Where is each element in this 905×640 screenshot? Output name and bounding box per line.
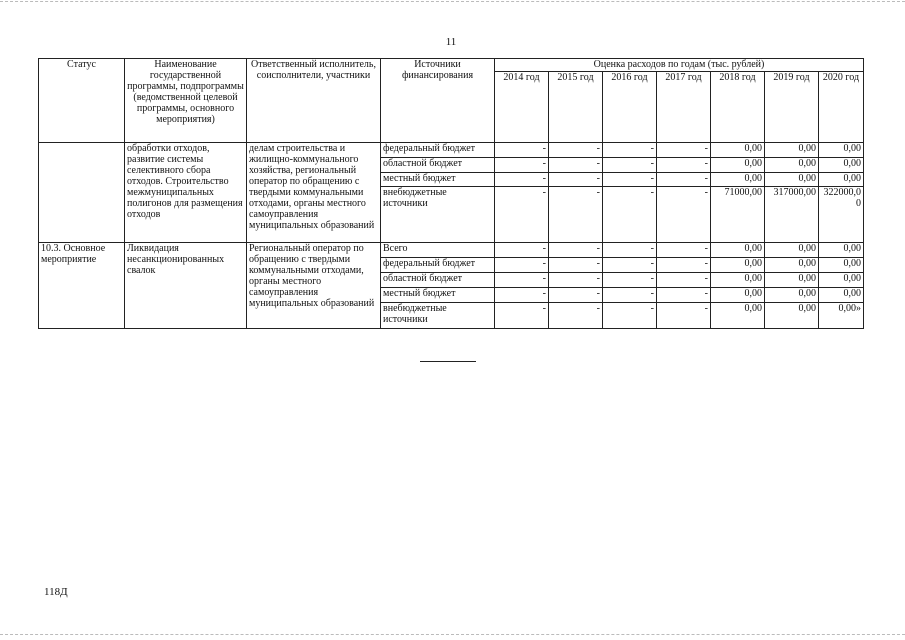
value-cell: - [495, 158, 549, 173]
value-cell: - [657, 288, 711, 303]
value-cell: 0,00 [765, 273, 819, 288]
value-cell: 71000,00 [711, 187, 765, 243]
source-cell: областной бюджет [381, 158, 495, 173]
value-cell: - [603, 187, 657, 243]
header-year: 2020 год [819, 72, 864, 143]
table-row [39, 243, 864, 258]
value-cell: - [603, 258, 657, 273]
value-cell: 0,00 [711, 143, 765, 158]
program-name-cell: Ликвидация несанкционированных свалок [125, 243, 247, 329]
value-cell: 0,00 [711, 288, 765, 303]
value-cell: 0,00 [819, 158, 864, 173]
value-cell: - [495, 187, 549, 243]
value-cell: - [495, 243, 549, 258]
status-cell-empty [39, 143, 125, 243]
value-cell: - [549, 273, 603, 288]
value-cell: 0,00 [819, 288, 864, 303]
value-cell: - [549, 288, 603, 303]
value-cell: - [495, 273, 549, 288]
executor-cell: делам строительства и жилищно-коммунального хозяйства, региональный оператор по обращению с твердыми коммунальными отходами, органы местного самоуправления муниципальных образований [247, 143, 381, 243]
source-cell: Всего [381, 243, 495, 258]
page-number: 11 [445, 36, 457, 48]
value-cell: - [603, 158, 657, 173]
scan-edge-top [0, 1, 905, 2]
source-cell: федеральный бюджет [381, 143, 495, 158]
header-status: Статус [39, 59, 125, 143]
value-cell: 317000,00 [765, 187, 819, 243]
source-cell: местный бюджет [381, 173, 495, 187]
value-cell: 0,00 [711, 258, 765, 273]
value-cell: 0,00 [819, 273, 864, 288]
end-of-table-divider [420, 361, 476, 362]
source-cell: федеральный бюджет [381, 258, 495, 273]
source-cell: областной бюджет [381, 273, 495, 288]
value-cell: - [657, 158, 711, 173]
header-sources: Источники финансирования [381, 59, 495, 143]
value-cell: - [549, 143, 603, 158]
executor-cell: Региональный оператор по обращению с твердыми коммунальными отходами, органы местного самоуправления муниципальных образований [247, 243, 381, 329]
value-cell: - [657, 143, 711, 158]
value-cell: - [549, 243, 603, 258]
source-cell: внебюджетные источники [381, 187, 495, 243]
scan-edge-bottom [0, 634, 905, 635]
program-name-cell: обработки отходов, развитие системы селективного сбора отходов. Строительство межмуниципальных полигонов для размещения отходов [125, 143, 247, 243]
header-estimate: Оценка расходов по годам (тыс. рублей) [495, 59, 864, 72]
value-cell: - [603, 303, 657, 329]
value-cell: - [657, 243, 711, 258]
value-cell: 322000,00 [819, 187, 864, 243]
value-cell: - [657, 258, 711, 273]
header-year: 2015 год [549, 72, 603, 143]
value-cell: - [549, 173, 603, 187]
source-cell: местный бюджет [381, 288, 495, 303]
value-cell: - [603, 288, 657, 303]
footer-code: 118Д [44, 586, 68, 598]
header-program-name: Наименование государственной программы, подпрограммы (ведомственной целевой программы, основного мероприятия) [125, 59, 247, 143]
value-cell: - [549, 303, 603, 329]
value-cell: 0,00 [819, 243, 864, 258]
header-executor: Ответственный исполнитель, соисполнители, участники [247, 59, 381, 143]
value-cell: - [549, 187, 603, 243]
value-cell: - [603, 273, 657, 288]
value-cell: - [549, 158, 603, 173]
value-cell: 0,00 [765, 303, 819, 329]
value-cell: - [603, 243, 657, 258]
status-cell: 10.3. Основное мероприятие [39, 243, 125, 329]
value-cell: 0,00 [765, 143, 819, 158]
value-cell: - [657, 173, 711, 187]
value-cell: 0,00 [711, 243, 765, 258]
value-cell: - [603, 173, 657, 187]
value-cell: - [603, 143, 657, 158]
value-cell: 0,00 [711, 303, 765, 329]
value-cell: 0,00 [765, 258, 819, 273]
table-row [39, 143, 864, 158]
value-cell: - [657, 303, 711, 329]
value-cell: - [495, 258, 549, 273]
value-cell: - [495, 143, 549, 158]
value-cell: - [657, 273, 711, 288]
value-cell: 0,00 [711, 273, 765, 288]
value-cell: 0,00 [711, 173, 765, 187]
header-year: 2019 год [765, 72, 819, 143]
value-cell: 0,00 [711, 158, 765, 173]
value-cell: 0,00 [765, 158, 819, 173]
value-cell: - [495, 288, 549, 303]
value-cell: - [657, 187, 711, 243]
header-year: 2016 год [603, 72, 657, 143]
value-cell: 0,00 [765, 288, 819, 303]
value-cell: 0,00 [819, 143, 864, 158]
value-cell: - [495, 303, 549, 329]
value-cell: - [549, 258, 603, 273]
header-row-top [39, 59, 864, 72]
value-cell: 0,00» [819, 303, 864, 329]
header-year: 2014 год [495, 72, 549, 143]
source-cell: внебюджетные источники [381, 303, 495, 329]
expenditure-table [38, 58, 864, 329]
value-cell: 0,00 [819, 258, 864, 273]
header-year: 2018 год [711, 72, 765, 143]
header-year: 2017 год [657, 72, 711, 143]
value-cell: - [495, 173, 549, 187]
value-cell: 0,00 [765, 173, 819, 187]
value-cell: 0,00 [765, 243, 819, 258]
value-cell: 0,00 [819, 173, 864, 187]
